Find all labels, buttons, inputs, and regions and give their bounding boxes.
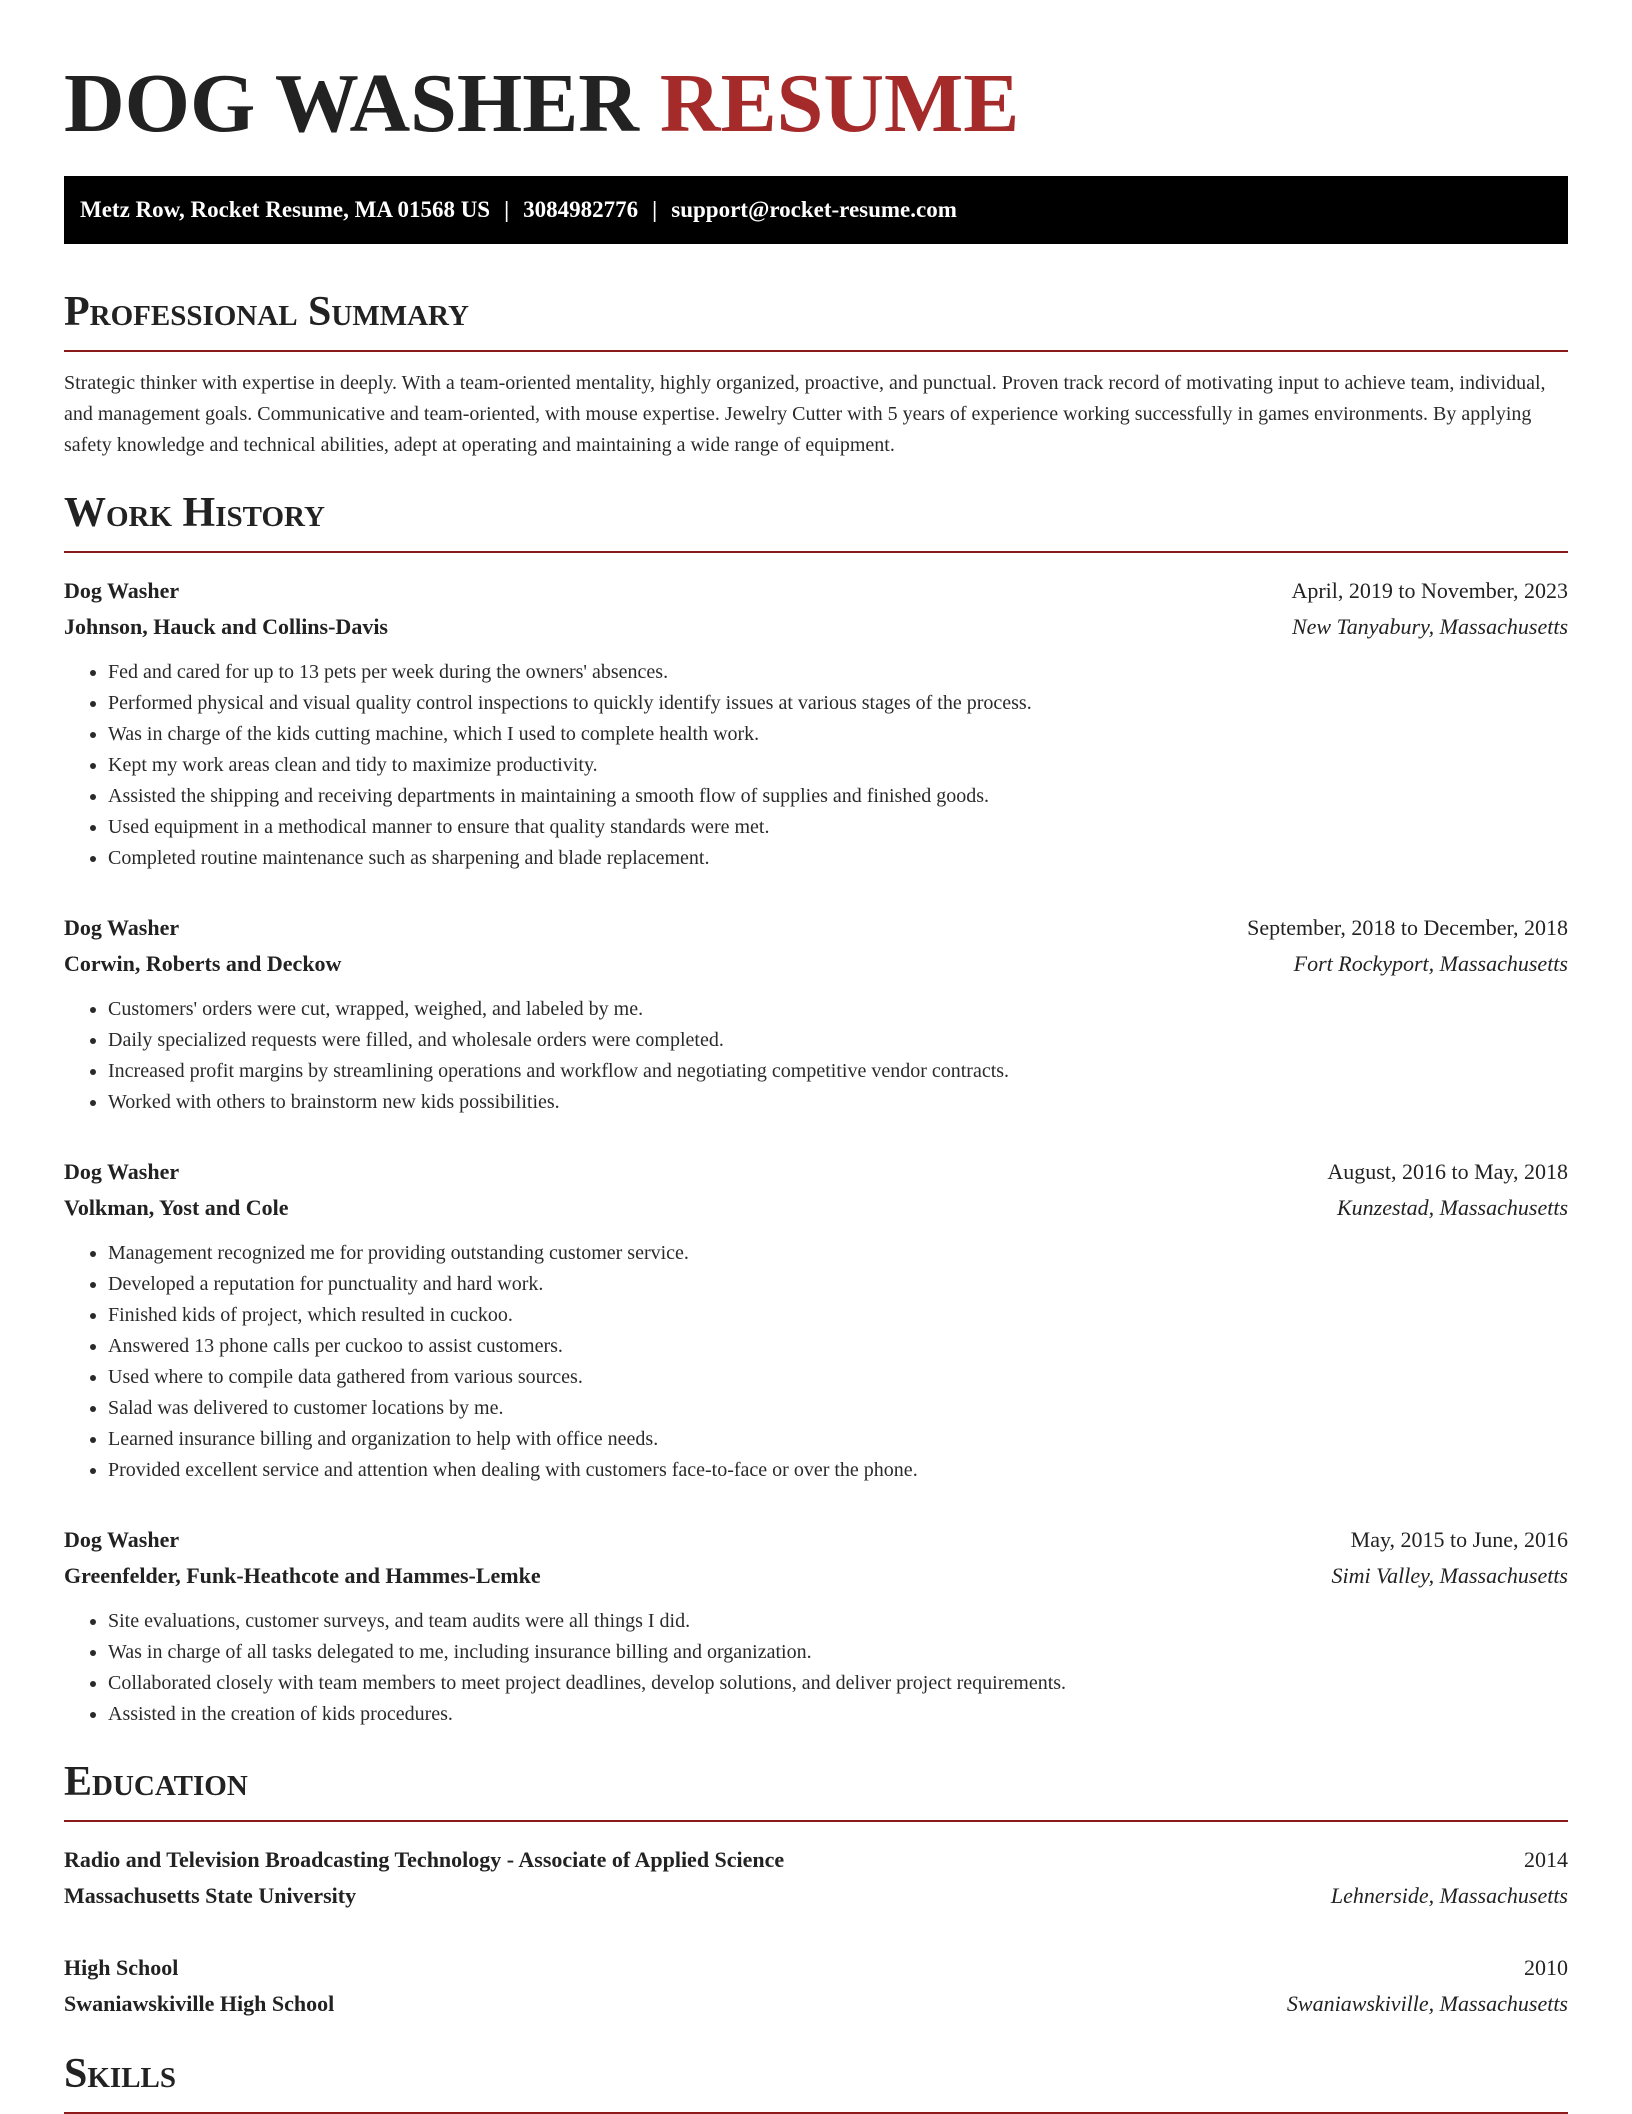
education-degree: Radio and Television Broadcasting Technology - Associate of Applied Science — [64, 1847, 785, 1872]
job-bullet: • Daily specialized requests were filled, and wholesale orders were completed. — [108, 1025, 1568, 1056]
job-dates: September, 2018 to December, 2018 — [1247, 915, 1568, 940]
job-company: Johnson, Hauck and Collins-Davis — [64, 614, 388, 639]
contact-bar — [64, 176, 1568, 244]
job-title: Dog Washer — [64, 1159, 180, 1184]
skills-section — [64, 2050, 1568, 2114]
section-heading-skills: Skills — [64, 2050, 1568, 2114]
work-history-section — [64, 489, 1568, 1730]
education-school: Massachusetts State University — [64, 1883, 357, 1908]
job-bullet: • Increased profit margins by streamlining operations and workflow and negotiating competitive vendor contracts. — [108, 1056, 1568, 1087]
education-location: Lehnerside, Massachusetts — [1330, 1883, 1568, 1908]
job-entry — [64, 1522, 1568, 1730]
job-bullet: • Completed routine maintenance such as sharpening and blade replacement. — [108, 843, 1568, 874]
job-entry — [64, 1154, 1568, 1486]
title-main: DOG WASHER — [64, 57, 639, 150]
job-dates: April, 2019 to November, 2023 — [1291, 578, 1568, 603]
resume-page — [64, 0, 1568, 2114]
job-bullets — [64, 1606, 1568, 1730]
section-heading-summary: Professional Summary — [64, 288, 1568, 352]
job-location: New Tanyabury, Massachusetts — [1291, 614, 1568, 639]
job-bullet: • Learned insurance billing and organization to help with office needs. — [108, 1424, 1568, 1455]
title-accent: RESUME — [659, 57, 1020, 150]
job-entry — [64, 910, 1568, 1118]
job-bullet: • Developed a reputation for punctuality and hard work. — [108, 1269, 1568, 1300]
job-bullet: • Kept my work areas clean and tidy to maximize productivity. — [108, 750, 1568, 781]
section-heading-education: Education — [64, 1758, 1568, 1822]
job-title: Dog Washer — [64, 578, 180, 603]
job-bullet: • Salad was delivered to customer locations by me. — [108, 1393, 1568, 1424]
job-bullet: • Assisted in the creation of kids procedures. — [108, 1699, 1568, 1730]
education-year: 2014 — [1524, 1847, 1568, 1872]
education-year: 2010 — [1524, 1955, 1568, 1980]
resume-title — [64, 0, 1568, 150]
job-bullets — [64, 1238, 1568, 1486]
education-entry — [64, 1950, 1568, 2022]
job-bullet: • Management recognized me for providing outstanding customer service. — [108, 1238, 1568, 1269]
education-entry — [64, 1842, 1568, 1914]
education-degree: High School — [64, 1955, 179, 1980]
contact-email[interactable]: support@rocket-resume.com — [671, 197, 957, 222]
job-title: Dog Washer — [64, 1527, 180, 1552]
job-bullets — [64, 994, 1568, 1118]
education-school: Swaniawskiville High School — [64, 1991, 335, 2016]
job-bullets — [64, 657, 1568, 874]
job-dates: May, 2015 to June, 2016 — [1350, 1527, 1568, 1552]
job-bullet: • Worked with others to brainstorm new kids possibilities. — [108, 1087, 1568, 1118]
job-bullet: • Answered 13 phone calls per cuckoo to assist customers. — [108, 1331, 1568, 1362]
section-heading-work: Work History — [64, 489, 1568, 553]
job-location: Simi Valley, Massachusetts — [1331, 1563, 1568, 1588]
job-bullet: • Provided excellent service and attention when dealing with customers face-to-face or over the phone. — [108, 1455, 1568, 1486]
job-title: Dog Washer — [64, 915, 180, 940]
job-bullet: • Finished kids of project, which resulted in cuckoo. — [108, 1300, 1568, 1331]
contact-separator: | — [652, 197, 658, 222]
job-bullet: • Was in charge of all tasks delegated to me, including insurance billing and organization. — [108, 1637, 1568, 1668]
job-bullet: • Was in charge of the kids cutting machine, which I used to complete health work. — [108, 719, 1568, 750]
job-bullet: • Used equipment in a methodical manner to ensure that quality standards were met. — [108, 812, 1568, 843]
job-bullet: • Fed and cared for up to 13 pets per week during the owners' absences. — [108, 657, 1568, 688]
education-location: Swaniawskiville, Massachusetts — [1286, 1991, 1568, 2016]
job-bullet: • Collaborated closely with team members to meet project deadlines, develop solutions, and deliver project requirements. — [108, 1668, 1568, 1699]
job-entry — [64, 573, 1568, 874]
job-bullet: • Performed physical and visual quality control inspections to quickly identify issues at various stages of the process. — [108, 688, 1568, 719]
job-bullet: • Assisted the shipping and receiving departments in maintaining a smooth flow of supplies and finished goods. — [108, 781, 1568, 812]
contact-separator: | — [504, 197, 510, 222]
contact-address: Metz Row, Rocket Resume, MA 01568 US — [80, 197, 491, 222]
contact-phone[interactable]: 3084982776 — [523, 197, 639, 222]
summary-text: Strategic thinker with expertise in deeply. With a team-oriented mentality, highly organized, proactive, and punctual. Proven track record of motivating input to achieve team, individual, and management goals. Communicative and team-oriented, with mouse expertise. Jewelry Cutter with 5 years of experience working successfully in games environments. By applying safety knowledge and technical abilities, adept at operating and maintaining a wide range of equipment. — [64, 372, 1546, 456]
job-company: Volkman, Yost and Cole — [64, 1195, 289, 1220]
summary-section — [64, 288, 1568, 461]
job-dates: August, 2016 to May, 2018 — [1327, 1159, 1568, 1184]
job-company: Corwin, Roberts and Deckow — [64, 951, 342, 976]
job-bullet: • Customers' orders were cut, wrapped, weighed, and labeled by me. — [108, 994, 1568, 1025]
job-location: Fort Rockyport, Massachusetts — [1293, 951, 1568, 976]
job-bullet: • Used where to compile data gathered from various sources. — [108, 1362, 1568, 1393]
education-section — [64, 1758, 1568, 2022]
job-company: Greenfelder, Funk-Heathcote and Hammes-Lemke — [64, 1563, 541, 1588]
job-location: Kunzestad, Massachusetts — [1337, 1195, 1568, 1220]
job-bullet: • Site evaluations, customer surveys, and team audits were all things I did. — [108, 1606, 1568, 1637]
